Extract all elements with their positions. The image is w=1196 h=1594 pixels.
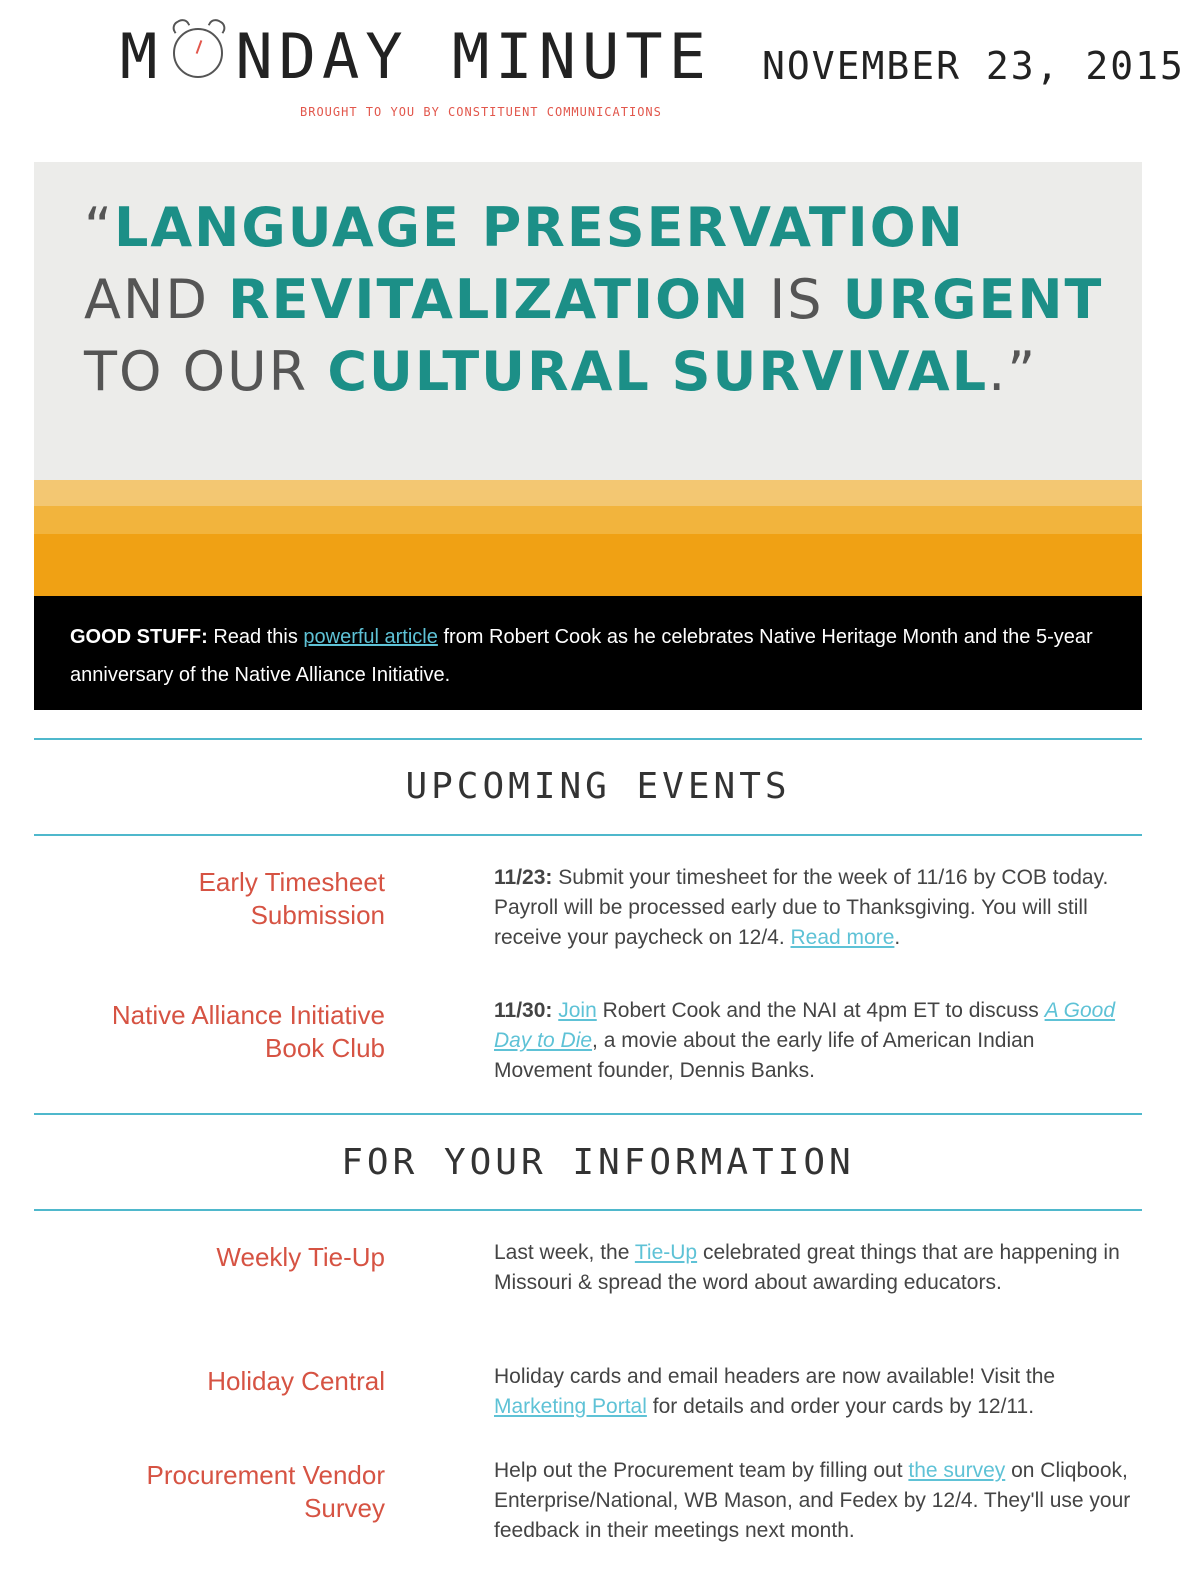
good-stuff-callout: GOOD STUFF: Read this powerful article from Robert Cook as he celebrates Native Heritage Month and the 5-year anniversary of the Native Alliance Initiative. xyxy=(34,596,1142,710)
banner-stripe-dark xyxy=(34,534,1142,596)
quote-banner xyxy=(34,162,1142,596)
survey-link[interactable]: the survey xyxy=(908,1459,1006,1482)
fyi-body-holiday: Holiday cards and email headers are now available! Visit the Marketing Portal for details and order your cards by 12/11. xyxy=(494,1365,1056,1418)
fyi-title-tie-up: Weekly Tie-Up xyxy=(216,1242,385,1272)
tagline: BROUGHT TO YOU BY CONSTITUENT COMMUNICATIONS xyxy=(300,105,662,119)
issue-date: NOVEMBER 23, 2015 xyxy=(762,44,1185,88)
fyi-body-tie-up: Last week, the Tie-Up celebrated great things that are happening in Missouri & spread the word about awarding educators. xyxy=(494,1241,1120,1294)
brand-logo xyxy=(120,20,712,93)
divider xyxy=(34,1209,1142,1211)
fyi-title-holiday: Holiday Central xyxy=(207,1366,385,1396)
upcoming-events-heading: UPCOMING EVENTS xyxy=(405,766,791,807)
banner-quote: “LANGUAGE PRESERVATION AND REVITALIZATION IS URGENT TO OUR CULTURAL SURVIVAL.” xyxy=(84,196,1104,403)
banner-stripe-light xyxy=(34,480,1142,506)
event-body-timesheet: 11/23: Submit your timesheet for the week of 11/16 by COB today. Payroll will be processed early due to Thanksgiving. You will still receive your paycheck on 12/4. Read more. xyxy=(494,866,1109,949)
fyi-heading: FOR YOUR INFORMATION xyxy=(341,1142,855,1183)
good-day-to-die-link[interactable]: A Good Day to Die xyxy=(494,999,1116,1052)
fyi-title-procurement: Procurement Vendor Survey xyxy=(146,1460,385,1523)
divider xyxy=(34,834,1142,836)
event-title-timesheet: Early Timesheet Submission xyxy=(198,867,385,930)
tie-up-link[interactable]: Tie-Up xyxy=(634,1241,698,1264)
event-body-book-club: 11/30: Join Robert Cook and the NAI at 4pm ET to discuss A Good Day to Die, a movie about the early life of American Indian Movement founder, Dennis Banks. xyxy=(494,999,1116,1082)
alarm-clock-icon xyxy=(167,20,231,84)
divider xyxy=(34,738,1142,740)
newsletter-header xyxy=(0,0,1196,160)
event-title-book-club: Native Alliance Initiative Book Club xyxy=(111,1000,385,1063)
fyi-body-procurement: Help out the Procurement team by filling out the survey on Cliqbook, Enterprise/National, WB Mason, and Fedex by 12/4. They'll use your feedback in their meetings next month. xyxy=(494,1459,1131,1542)
brand-suffix: NDAY MINUTE xyxy=(235,20,712,93)
divider xyxy=(34,1113,1142,1115)
banner-stripe-medium xyxy=(34,506,1142,534)
good-stuff-label: GOOD STUFF: xyxy=(70,626,208,648)
marketing-portal-link[interactable]: Marketing Portal xyxy=(494,1395,647,1418)
powerful-article-link[interactable]: powerful article xyxy=(303,626,438,648)
read-more-link[interactable]: Read more xyxy=(790,926,895,949)
brand-prefix: M xyxy=(120,20,164,93)
join-link[interactable]: Join xyxy=(558,999,597,1022)
